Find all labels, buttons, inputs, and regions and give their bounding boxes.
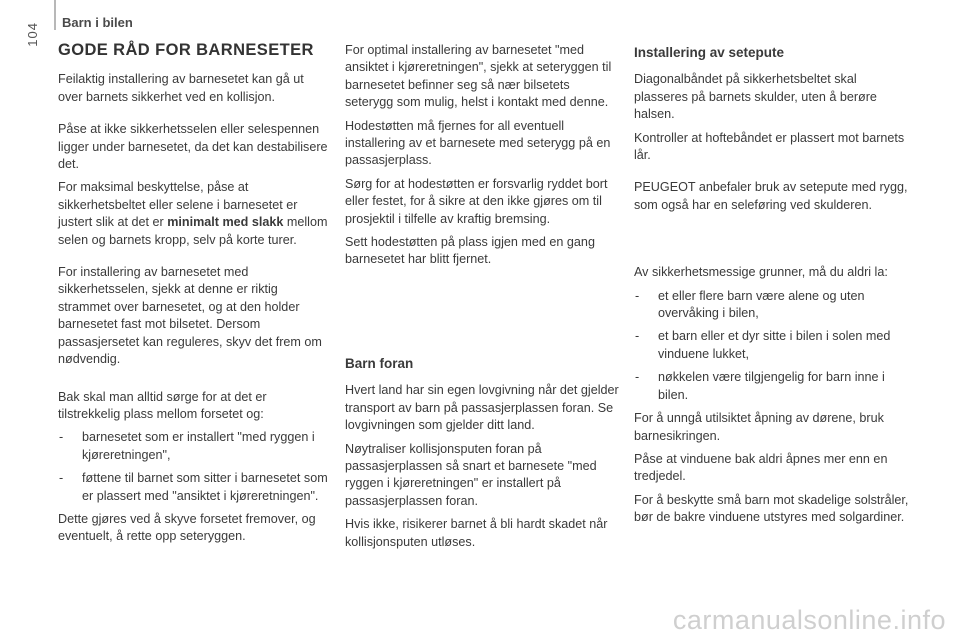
list-item: - barnesetet som er installert "med ryggen i kjøreretningen", xyxy=(58,429,330,464)
page-title: GODE RÅD FOR BARNESETER xyxy=(58,41,314,59)
section-heading: Barn foran xyxy=(345,355,414,371)
watermark-text: carmanualsonline.info xyxy=(672,605,946,635)
paragraph: Påse at vinduene bak aldri åpnes mer enn en tredjedel. xyxy=(634,451,888,484)
column-left xyxy=(58,42,330,552)
paragraph: Kontroller at hoftebåndet er plassert mot barnets lår. xyxy=(634,130,905,163)
paragraph: Påse at ikke sikkerhetsselen eller selespennen ligger under barnesetet, da det kan destabilisere det. xyxy=(58,122,328,172)
paragraph: Dette gjøres ved å skyve forsetet fremover, og eventuelt, å rette opp seteryggen. xyxy=(58,511,316,544)
paragraph: Sett hodestøtten på plass igjen med en gang barnesetet har blitt fjernet. xyxy=(345,235,595,267)
list-item: - et barn eller et dyr sitte i bilen i solen med vinduene lukket, xyxy=(634,328,909,363)
page-number: 104 xyxy=(25,22,40,47)
paragraph: For installering av barnesetet med sikkerhetsselen, sjekk at denne er riktig strammet over barnesetet, og at den holder barnesetet fast mot bilsetet. Dersom passasjersetet kan reguleres, skyv det frem om nødvendig. xyxy=(58,265,322,367)
column-right xyxy=(634,44,909,533)
list-item: - et eller flere barn være alene og uten overvåking i bilen, xyxy=(634,288,909,323)
column-middle xyxy=(345,42,620,557)
dash-list xyxy=(58,429,330,505)
section-header: Barn i bilen xyxy=(62,15,133,30)
list-item: - nøkkelen være tilgjengelig for barn inne i bilen. xyxy=(634,369,909,404)
dash-list xyxy=(634,288,909,404)
paragraph: For maksimal beskyttelse, påse at sikkerhetsbeltet eller selene i barnesetet er justert slik at det er minimalt med slakk mellom selen og barnets kropp, selv på korte turer. xyxy=(58,180,328,247)
paragraph: Hodestøtten må fjernes for all eventuell installering av et barnesete med seterygg på en passasjerplass. xyxy=(345,118,611,168)
paragraph: Hvert land har sin egen lovgivning når det gjelder transport av barn på passasjerplassen foran. Se lovgivningen som gjelder ditt land. xyxy=(345,383,619,433)
paragraph: For å beskytte små barn mot skadelige solstråler, bør de bakre vinduene utstyres med solgardiner. xyxy=(634,492,909,525)
paragraph: Nøytraliser kollisjonsputen foran på passasjerplassen så snart et barnesete "med ryggen i kjøreretningen" er installert på passasjerplassen foran. xyxy=(345,441,597,508)
paragraph: For optimal installering av barnesetet "med ansiktet i kjøreretningen", sjekk at seteryggen til barnesetet befinner seg så nær bilsetets seterygg som mulig, helst i kontakt med denne. xyxy=(345,43,612,110)
paragraph: Hvis ikke, risikerer barnet å bli hardt skadet når kollisjonsputen utløses. xyxy=(345,517,608,549)
paragraph: Sørg for at hodestøtten er forsvarlig ryddet bort eller festet, for å sikre at den ikke gjøres om til prosjektil i tilfelle av kraftig bremsing. xyxy=(345,176,608,226)
paragraph: Av sikkerhetsmessige grunner, må du aldri la: xyxy=(634,265,888,280)
paragraph: Diagonalbåndet på sikkerhetsbeltet skal plasseres på barnets skulder, uten å berøre halsen. xyxy=(634,72,877,122)
paragraph: Bak skal man alltid sørge for at det er tilstrekkelig plass mellom forsetet og: xyxy=(58,389,267,421)
paragraph: Feilaktig installering av barnesetet kan gå ut over barnets sikkerhet ved en kollisjon. xyxy=(58,72,304,104)
paragraph: PEUGEOT anbefaler bruk av setepute med rygg, som også har en seleføring ved skulderen. xyxy=(634,180,908,212)
paragraph: For å unngå utilsiktet åpning av dørene, bruk barnesikringen. xyxy=(634,411,884,443)
list-item: - føttene til barnet som sitter i barnesetet som er plassert med "ansiktet i kjøreretningen". xyxy=(58,470,330,505)
emphasis-text: minimalt med slakk xyxy=(167,215,284,230)
header-divider xyxy=(54,0,56,30)
section-heading: Installering av setepute xyxy=(634,45,785,60)
